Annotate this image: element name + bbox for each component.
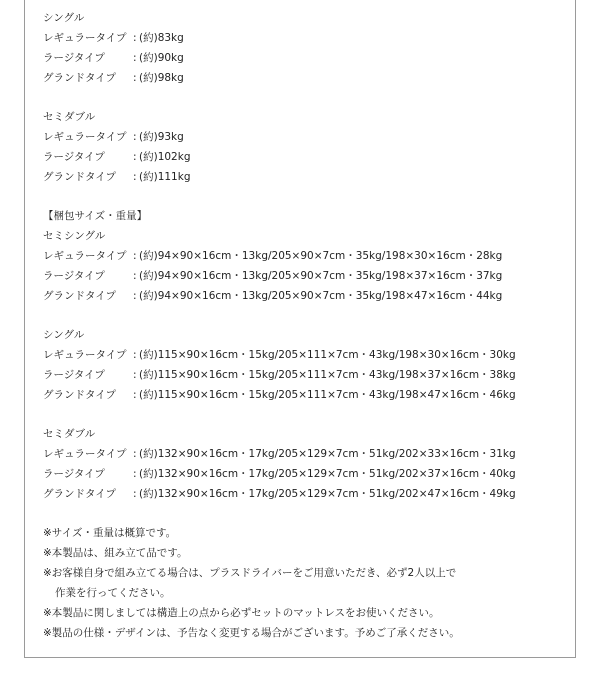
row-label: ラージタイプ: [43, 369, 105, 381]
row-label: レギュラータイプ: [43, 349, 127, 361]
row-label: ラージタイプ: [43, 468, 105, 480]
row-value: (約)115×90×16cm・15kg/205×111×7cm・43kg/198×30×16cm・30kg: [139, 349, 516, 361]
note-item: ※本製品は、組み立て品です。: [43, 547, 188, 559]
spec-row: [43, 167, 573, 187]
weight-group-single: [43, 8, 573, 88]
group-title: シングル: [43, 329, 85, 341]
row-separator: :: [133, 52, 137, 64]
row-label: レギュラータイプ: [43, 32, 127, 44]
note-item: ※サイズ・重量は概算です。: [43, 527, 177, 539]
row-separator: :: [133, 72, 137, 84]
spec-row: [43, 48, 573, 68]
row-value: (約)132×90×16cm・17kg/205×129×7cm・51kg/202×47×16cm・49kg: [139, 488, 516, 500]
row-separator: :: [133, 270, 137, 282]
row-separator: :: [133, 349, 137, 361]
row-value: (約)115×90×16cm・15kg/205×111×7cm・43kg/198×47×16cm・46kg: [139, 389, 516, 401]
group-title: セミシングル: [43, 230, 106, 242]
row-label: ラージタイプ: [43, 52, 105, 64]
row-value: (約)132×90×16cm・17kg/205×129×7cm・51kg/202×33×16cm・31kg: [139, 448, 516, 460]
spec-row: [43, 345, 573, 365]
row-label: グランドタイプ: [43, 72, 116, 84]
row-separator: :: [133, 488, 137, 500]
row-separator: :: [133, 171, 137, 183]
row-separator: :: [133, 32, 137, 44]
spec-row: [43, 365, 573, 385]
row-value: (約)111kg: [139, 171, 191, 183]
row-value: (約)115×90×16cm・15kg/205×111×7cm・43kg/198×37×16cm・38kg: [139, 369, 516, 381]
row-value: (約)90kg: [139, 52, 184, 64]
row-label: グランドタイプ: [43, 290, 116, 302]
row-label: レギュラータイプ: [43, 448, 127, 460]
row-value: (約)94×90×16cm・13kg/205×90×7cm・35kg/198×37×16cm・37kg: [139, 270, 503, 282]
spec-row: [43, 464, 573, 484]
group-title: セミダブル: [43, 111, 96, 123]
spec-row: [43, 385, 573, 405]
row-value: (約)98kg: [139, 72, 184, 84]
packaging-heading: 【梱包サイズ・重量】: [43, 210, 148, 222]
row-label: ラージタイプ: [43, 270, 105, 282]
row-value: (約)94×90×16cm・13kg/205×90×7cm・35kg/198×30×16cm・28kg: [139, 250, 503, 262]
spec-row: [43, 286, 573, 306]
spec-row: [43, 484, 573, 504]
spec-row: [43, 444, 573, 464]
row-separator: :: [133, 151, 137, 163]
packaging-group-semi-double: [43, 424, 573, 504]
row-separator: :: [133, 369, 137, 381]
spec-row: [43, 127, 573, 147]
row-label: レギュラータイプ: [43, 250, 127, 262]
row-label: レギュラータイプ: [43, 131, 127, 143]
notes-list: [43, 523, 573, 643]
note-item: 作業を行ってください。: [55, 587, 171, 599]
spec-row: [43, 147, 573, 167]
spec-row: [43, 68, 573, 88]
row-label: グランドタイプ: [43, 488, 116, 500]
note-item: ※製品の仕様・デザインは、予告なく変更する場合がございます。予めご了承ください。: [43, 627, 460, 639]
packaging-group-single: [43, 325, 573, 405]
spec-content: [43, 8, 573, 643]
row-separator: :: [133, 389, 137, 401]
row-separator: :: [133, 448, 137, 460]
row-separator: :: [133, 290, 137, 302]
note-item: ※お客様自身で組み立てる場合は、プラスドライバーをご用意いただき、必ず2人以上で: [43, 567, 457, 579]
row-label: ラージタイプ: [43, 151, 105, 163]
row-label: グランドタイプ: [43, 389, 116, 401]
note-item: ※本製品に関しましては構造上の点から必ずセットのマットレスをお使いください。: [43, 607, 440, 619]
group-title: セミダブル: [43, 428, 96, 440]
group-title: シングル: [43, 12, 85, 24]
row-separator: :: [133, 131, 137, 143]
row-value: (約)102kg: [139, 151, 191, 163]
weight-group-semi-double: [43, 107, 573, 187]
row-value: (約)83kg: [139, 32, 184, 44]
spec-row: [43, 266, 573, 286]
row-value: (約)94×90×16cm・13kg/205×90×7cm・35kg/198×47×16cm・44kg: [139, 290, 503, 302]
packaging-group-semi-single: [43, 226, 573, 306]
row-value: (約)132×90×16cm・17kg/205×129×7cm・51kg/202×37×16cm・40kg: [139, 468, 516, 480]
row-label: グランドタイプ: [43, 171, 116, 183]
row-separator: :: [133, 468, 137, 480]
spec-row: [43, 246, 573, 266]
spec-row: [43, 28, 573, 48]
row-value: (約)93kg: [139, 131, 184, 143]
row-separator: :: [133, 250, 137, 262]
